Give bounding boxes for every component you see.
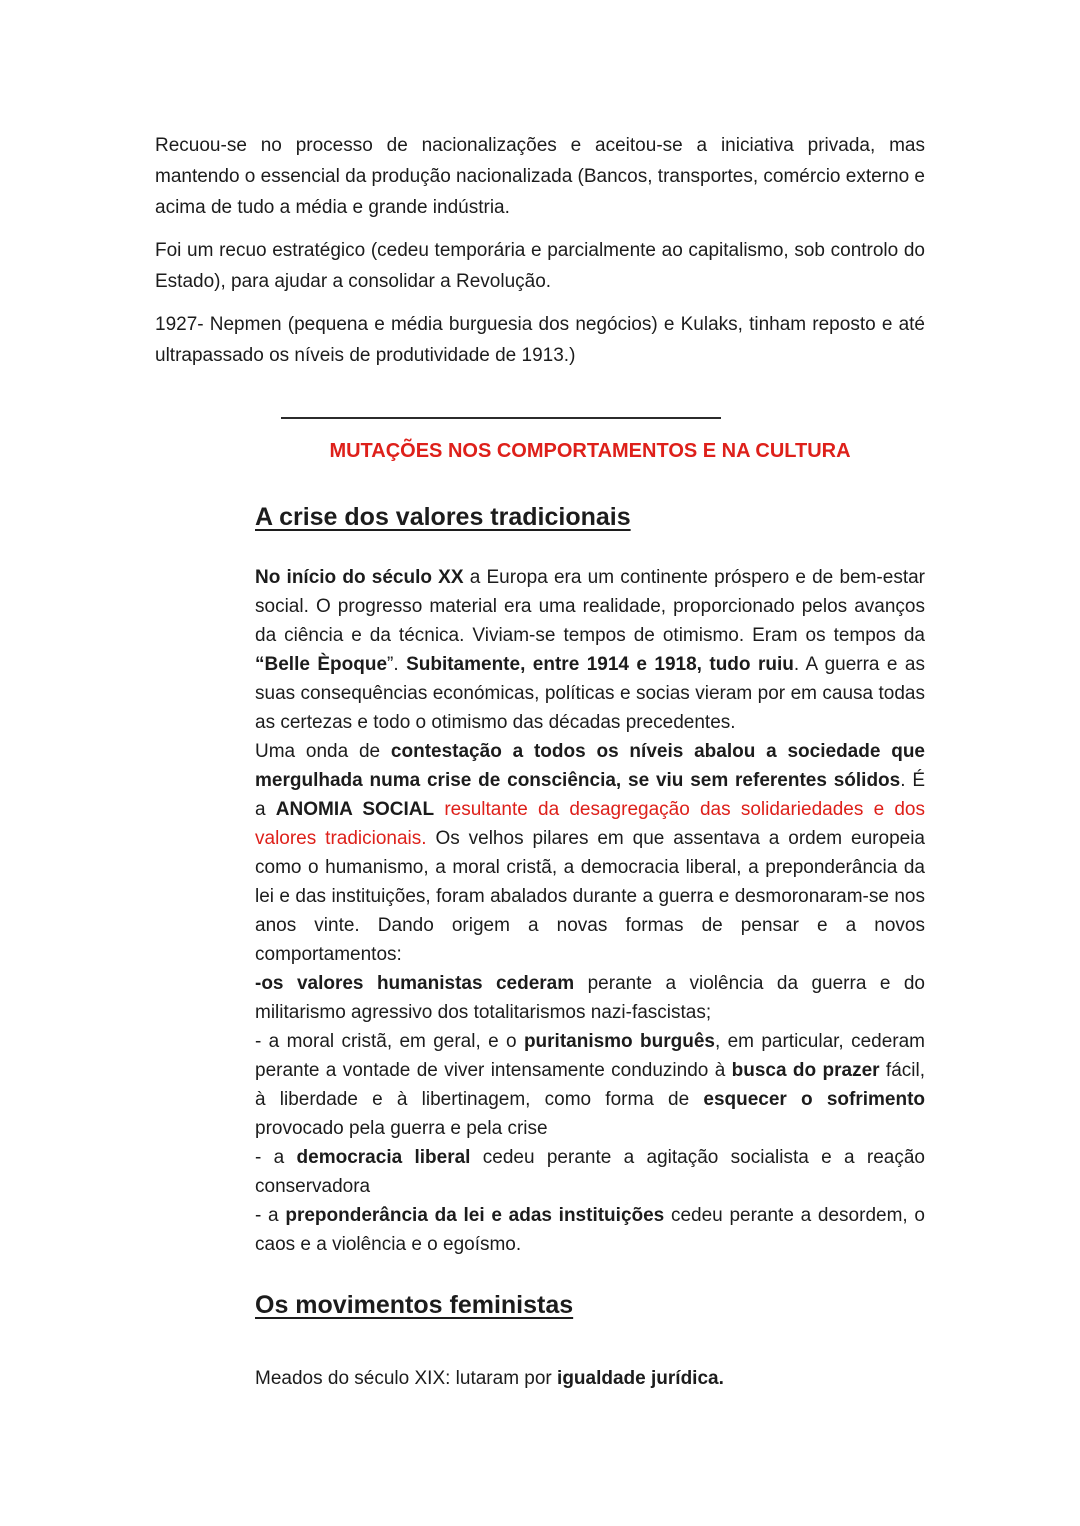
heading-movimentos-feministas: Os movimentos feministas <box>255 1291 574 1319</box>
horizontal-rule <box>281 417 721 419</box>
paragraph-anomia-social: Uma onda de contestação a todos os níveis abalou a sociedade que mergulhada numa crise de consciência, se viu sem referentes sólidos. É a ANOMIA SOCIAL resultante da desagregação das solidariedades e dos valores tradicionais. Os velhos pilares em que assentava a ordem europeia como o humanismo, a moral cristã, a democracia liberal, a preponderância da lei e das instituições, foram abalados durante a guerra e desmoronaram-se nos anos vinte. Dando origem a novas formas de pensar e a novos comportamentos: <box>255 741 925 965</box>
section-title: MUTAÇÕES NOS COMPORTAMENTOS E NA CULTURA <box>329 440 851 462</box>
paragraph-belle-epoque: No início do século XX a Europa era um continente próspero e de bem-estar social. O progresso material era uma realidade, proporcionado pelos avanços da ciência e da técnica. Viviam-se tempos de otimismo. Eram os tempos da “Belle Èpoque”. Subitamente, entre 1914 e 1918, tudo ruiu. A guerra e as suas consequências económicas, políticas e socias vieram por em causa todas as certezas e todo o otimismo das décadas precedentes. <box>255 567 925 733</box>
paragraph-strategic-retreat: Foi um recuo estratégico (cedeu temporária e parcialmente ao capitalismo, sob controlo do Estado), para ajudar a consolidar a Revolução. <box>155 240 925 292</box>
paragraph-1927-nepmen: 1927- Nepmen (pequena e média burguesia dos negócios) e Kulaks, tinham reposto e até ultrapassado os níveis de produtividade de 1913.) <box>155 314 925 366</box>
bullet-preponderancia-lei: - a preponderância da lei e adas instituições cedeu perante a desordem, o caos e a violência e o egoísmo. <box>255 1205 925 1255</box>
heading-crise-valores: A crise dos valores tradicionais <box>255 503 631 531</box>
bullet-moral-crista: - a moral cristã, em geral, e o puritanismo burguês, em particular, cederam perante a vontade de viver intensamente conduzindo à busca do prazer fácil, à liberdade e à libertinagem, como forma de esquecer o sofrimento provocado pela guerra e pela crise <box>255 1031 926 1139</box>
paragraph-meados-seculo: Meados do século XIX: lutaram por igualdade jurídica. <box>255 1368 724 1389</box>
bullet-democracia-liberal: - a democracia liberal cedeu perante a agitação socialista e a reação conservadora <box>255 1147 925 1197</box>
paragraph-nationalizations: Recuou-se no processo de nacionalizações e aceitou-se a iniciativa privada, mas mantendo o essencial da produção nacionalizada (Bancos, transportes, comércio externo e acima de tudo a média e grande indústria. <box>155 135 925 218</box>
crisis-body <box>255 563 925 1259</box>
bullet-valores-humanistas: -os valores humanistas cederam perante a violência da guerra e do militarismo agressivo dos totalitarismos nazi-fascistas; <box>255 973 925 1023</box>
intro-section <box>155 130 925 383</box>
main-column <box>255 503 925 1393</box>
